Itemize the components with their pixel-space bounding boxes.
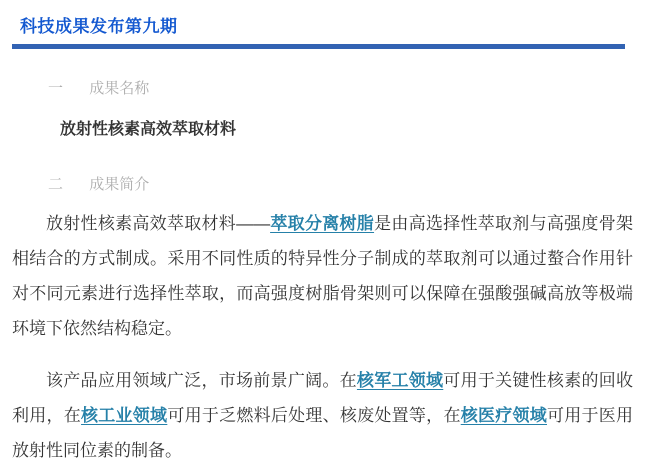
paragraph-text: 该产品应用领域广泛，市场前景广阔。在	[46, 371, 357, 390]
section-title: 成果名称	[89, 80, 150, 97]
section-index: 一	[48, 80, 64, 97]
paragraph-text: 是由高选择性萃取剂与高强度骨架相结合的方式制成。采用不同性质的特异性分子制成的萃取剂可以通过螯合作用针对不同元素进行选择性萃取，而高强度树脂骨架则可以保障在强酸强碱高放等极端环境下依然结构稳定。	[12, 214, 633, 338]
paragraph-text: 可用于乏燃料后处理、核废处置等，在	[167, 406, 461, 425]
intro-paragraph-1	[12, 206, 633, 346]
achievement-name: 放射性核素高效萃取材料	[60, 121, 237, 138]
paragraph-text: 放射性核素高效萃取材料——	[46, 214, 271, 233]
paragraph-text: 可用于医用放射性同位素的制备。	[12, 406, 634, 460]
section-index: 二	[48, 176, 64, 193]
section-heading-intro	[48, 173, 645, 194]
highlight-term-military: 核军工领域	[356, 371, 444, 390]
highlight-term-industry: 核工业领域	[81, 406, 168, 425]
paragraph-text: 可用于关键性核素的回收利用，在	[12, 371, 634, 425]
section-heading-name	[48, 77, 645, 98]
highlight-term-medical: 核医疗领域	[460, 406, 547, 425]
page-title: 科技成果发布第九期	[20, 17, 178, 36]
title-divider	[12, 44, 625, 49]
highlight-term-resin: 萃取分离树脂	[270, 214, 375, 233]
section-title: 成果简介	[89, 176, 150, 193]
intro-paragraph-2	[12, 363, 633, 468]
